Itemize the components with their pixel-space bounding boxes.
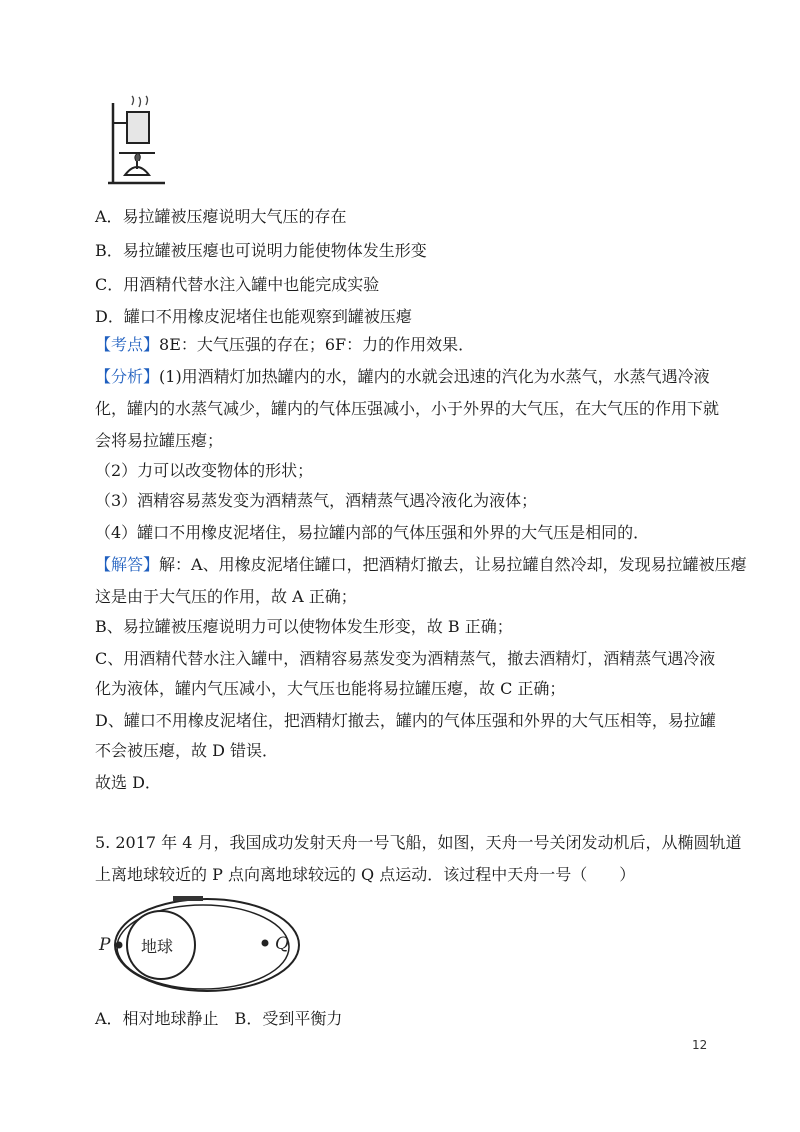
earth-label: 地球 — [141, 937, 174, 956]
kaodian-label: 【考点】 — [95, 335, 160, 354]
fenxi-label: 【分析】 — [95, 367, 160, 386]
jieda-line-4: C、用酒精代替水注入罐中，酒精容易蒸发变为酒精蒸气，撤去酒精灯，酒精蒸气遇冷液 — [95, 649, 716, 668]
jieda-label: 【解答】 — [95, 555, 160, 574]
kaodian-text: 8E：大气压强的存在；6F：力的作用效果． — [159, 335, 475, 354]
point-p-dot — [116, 942, 123, 949]
fenxi-line-3: 会将易拉罐压瘪； — [95, 431, 224, 450]
kaodian-line — [95, 334, 474, 356]
jieda-line-1 — [95, 554, 747, 576]
jieda-line-3: B、易拉罐被压瘪说明力可以使物体发生形变，故 B 正确； — [95, 617, 513, 636]
jieda-line-6: D、罐口不用橡皮泥堵住，把酒精灯撤去，罐内的气体压强和外界的大气压相等，易拉罐 — [95, 711, 716, 730]
fenxi-line-1 — [95, 366, 710, 388]
option-b: B．易拉罐被压瘪也可说明力能使物体发生形变 — [95, 241, 427, 260]
fenxi-line-5: （3）酒精容易蒸发变为酒精蒸气，酒精蒸气遇冷液化为液体； — [95, 491, 538, 510]
orbit-figure — [95, 893, 305, 1003]
apparatus-figure — [105, 95, 185, 187]
fenxi-line-6: （4）罐口不用橡皮泥堵住，易拉罐内部的气体压强和外界的大气压是相同的． — [95, 523, 650, 542]
point-q-dot — [262, 940, 269, 947]
jieda-line-2: 这是由于大气压的作用，故 A 正确； — [95, 587, 357, 606]
jieda-line-7: 不会被压瘪，故 D 错误． — [95, 741, 279, 760]
fenxi-line-4: （2）力可以改变物体的形状； — [95, 461, 314, 480]
fenxi-line-2: 化，罐内的水蒸气减少，罐内的气体压强减小，小于外界的大气压，在大气压的作用下就 — [95, 399, 720, 418]
jieda-text-1: 解：A、用橡皮泥堵住罐口，把酒精灯撤去，让易拉罐自然冷却，发现易拉罐被压瘪 — [159, 555, 747, 574]
q5-stem-line-1: 5. 2017 年 4 月，我国成功发射天舟一号飞船，如图，天舟一号关闭发动机后，从椭圆轨道 — [95, 833, 742, 852]
point-p-label: P — [99, 935, 111, 955]
option-d: D．罐口不用橡皮泥堵住也能观察到罐被压瘪 — [95, 307, 412, 326]
option-c: C．用酒精代替水注入罐中也能完成实验 — [95, 275, 380, 294]
jieda-line-8: 故选 D． — [95, 773, 161, 792]
q5-stem-line-2: 上离地球较近的 P 点向离地球较远的 Q 点运动．该过程中天舟一号（ ） — [95, 865, 636, 884]
fenxi-text-1: (1)用酒精灯加热罐内的水，罐内的水就会迅速的汽化为水蒸气，水蒸气遇冷液 — [159, 367, 710, 386]
point-q-label: Q — [275, 934, 289, 954]
jieda-line-5: 化为液体，罐内气压减小，大气压也能将易拉罐压瘪，故 C 正确； — [95, 679, 566, 698]
page-number: 12 — [692, 1038, 708, 1052]
option-a: A．易拉罐被压瘪说明大气压的存在 — [95, 207, 347, 226]
q5-options-line: A．相对地球静止 B．受到平衡力 — [95, 1009, 343, 1028]
